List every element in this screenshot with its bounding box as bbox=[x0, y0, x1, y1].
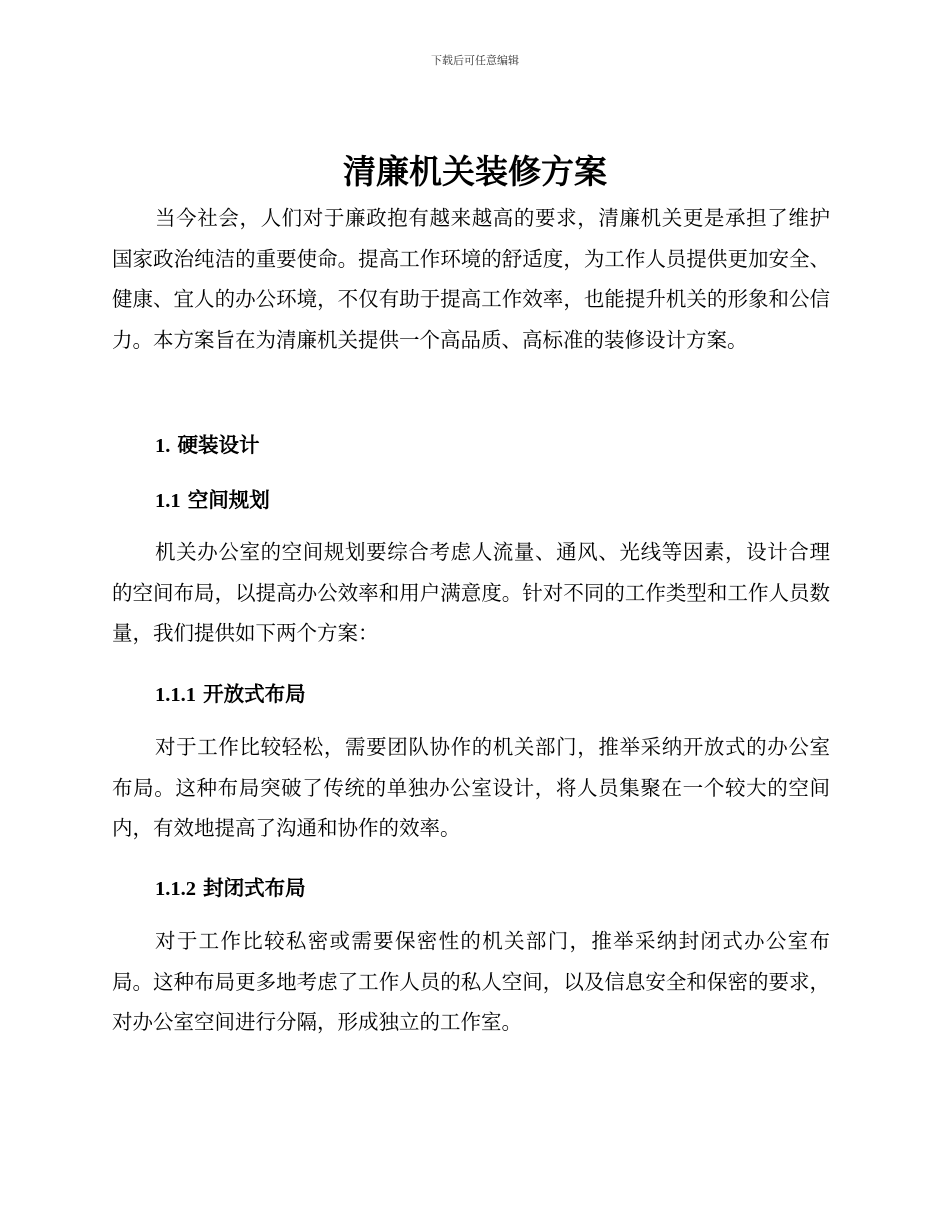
section-1-heading bbox=[155, 431, 755, 460]
intro-paragraph: 当今社会，人们对于廉政抱有越来越高的要求，清廉机关更是承担了维护国家政治纯洁的重要使命。提高工作环境的舒适度，为工作人员提供更加安全、健康、宜人的办公环境，不仅有助于提高工作效率，也能提升机关的形象和公信力。本方案旨在为清廉机关提供一个高品质、高标准的装修设计方案。 bbox=[112, 206, 830, 352]
page-header-note: 下载后可任意编辑 bbox=[431, 54, 519, 67]
document-title: 清廉机关装修方案 bbox=[343, 152, 607, 191]
section-1-1-title: 空间规划 bbox=[187, 488, 270, 512]
section-1-1-1-heading bbox=[155, 680, 755, 709]
section-1-1-2-title: 封闭式布局 bbox=[203, 876, 306, 900]
section-1-number: 1. bbox=[155, 435, 171, 457]
section-1-1-2-paragraph: 对于工作比较私密或需要保密性的机关部门，推举采纳封闭式办公室布局。这种布局更多地考虑了工作人员的私人空间，以及信息安全和保密的要求，对办公室空间进行分隔，形成独立的工作室。 bbox=[112, 929, 830, 1034]
section-1-1-heading bbox=[155, 486, 755, 515]
section-1-1-paragraph: 机关办公室的空间规划要综合考虑人流量、通风、光线等因素，设计合理的空间布局，以提高办公效率和用户满意度。针对不同的工作类型和工作人员数量，我们提供如下两个方案： bbox=[112, 540, 830, 645]
section-1-1-2-number: 1.1.2 bbox=[155, 878, 196, 900]
section-1-1-number: 1.1 bbox=[155, 490, 181, 512]
section-1-1-1-paragraph: 对于工作比较轻松，需要团队协作的机关部门，推举采纳开放式的办公室布局。这种布局突破了传统的单独办公室设计，将人员集聚在一个较大的空间内，有效地提高了沟通和协作的效率。 bbox=[112, 735, 830, 840]
section-1-title: 硬装设计 bbox=[177, 433, 260, 457]
section-1-1-2-heading bbox=[155, 874, 755, 903]
section-1-1-1-number: 1.1.1 bbox=[155, 684, 196, 706]
section-1-1-1-title: 开放式布局 bbox=[203, 682, 306, 706]
